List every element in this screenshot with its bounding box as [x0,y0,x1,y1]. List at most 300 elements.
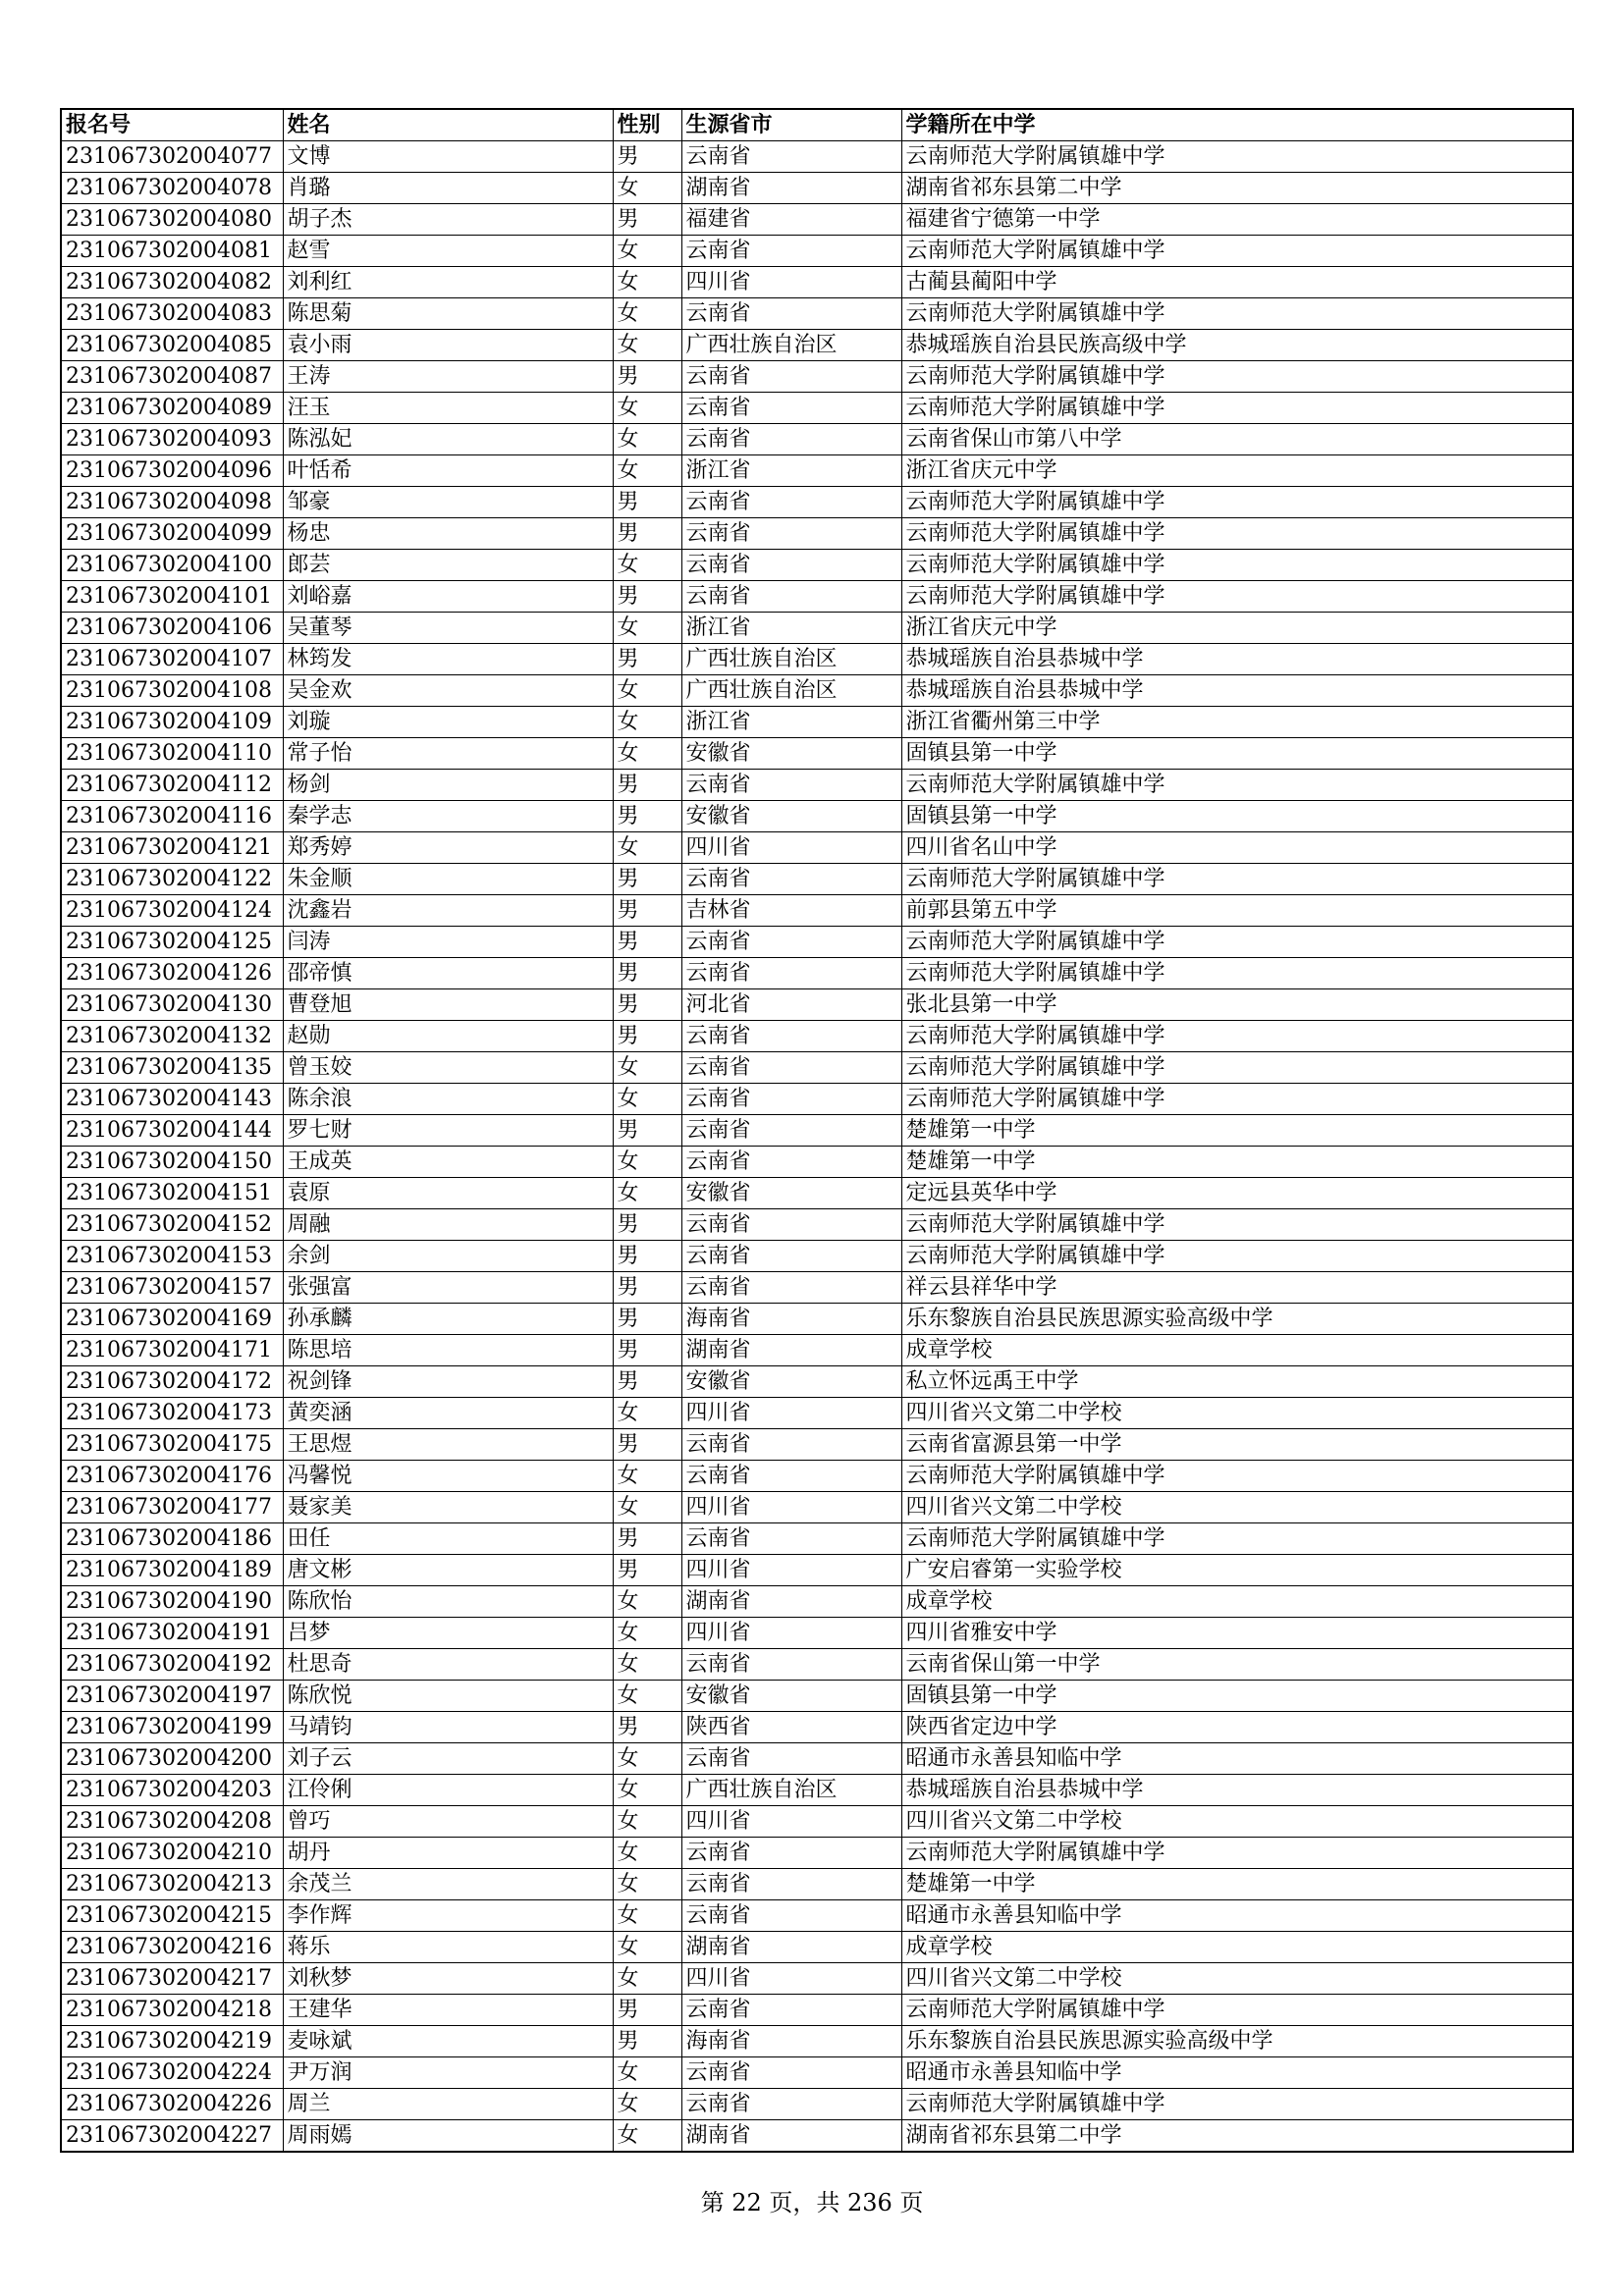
registration-number-cell: 231067302004135 [61,1052,283,1084]
name-cell: 黄奕涵 [283,1398,613,1429]
table-row [61,1398,1573,1429]
name-cell: 陈思菊 [283,298,613,330]
table-row [61,581,1573,613]
table-row [61,1681,1573,1712]
registration-number-cell: 231067302004176 [61,1461,283,1492]
registration-number-cell: 231067302004126 [61,958,283,989]
gender-cell: 男 [613,927,681,958]
registration-number-cell: 231067302004153 [61,1241,283,1272]
province-cell: 四川省 [681,832,901,864]
registration-number-cell: 231067302004210 [61,1838,283,1869]
name-cell: 唐文彬 [283,1555,613,1586]
registration-number-cell: 231067302004096 [61,455,283,487]
registration-number-cell: 231067302004157 [61,1272,283,1304]
table-row [61,424,1573,455]
school-cell: 浙江省庆元中学 [901,613,1573,644]
gender-cell: 女 [613,1586,681,1618]
gender-cell: 男 [613,1241,681,1272]
registration-number-cell: 231067302004099 [61,518,283,550]
school-cell: 四川省兴文第二中学校 [901,1398,1573,1429]
gender-cell: 女 [613,1649,681,1681]
name-cell: 江伶俐 [283,1775,613,1806]
table-row [61,1932,1573,1963]
registration-number-cell: 231067302004081 [61,236,283,267]
province-cell: 云南省 [681,1523,901,1555]
province-cell: 云南省 [681,361,901,393]
table-row [61,2026,1573,2057]
table-row [61,1052,1573,1084]
registration-number-cell: 231067302004152 [61,1209,283,1241]
province-cell: 四川省 [681,1398,901,1429]
registration-number-cell: 231067302004215 [61,1900,283,1932]
name-cell: 陈欣悦 [283,1681,613,1712]
gender-cell: 男 [613,644,681,675]
school-cell: 云南省保山第一中学 [901,1649,1573,1681]
gender-cell: 男 [613,1366,681,1398]
name-cell: 林筠发 [283,644,613,675]
registration-number-cell: 231067302004227 [61,2120,283,2153]
name-cell: 肖璐 [283,173,613,204]
gender-cell: 女 [613,1084,681,1115]
school-cell: 恭城瑶族自治县恭城中学 [901,644,1573,675]
school-cell: 湖南省祁东县第二中学 [901,2120,1573,2153]
registration-number-cell: 231067302004106 [61,613,283,644]
school-cell: 祥云县祥华中学 [901,1272,1573,1304]
province-cell: 河北省 [681,989,901,1021]
province-cell: 湖南省 [681,1586,901,1618]
gender-cell: 女 [613,455,681,487]
province-cell: 四川省 [681,1555,901,1586]
school-cell: 恭城瑶族自治县恭城中学 [901,1775,1573,1806]
gender-cell: 男 [613,864,681,895]
table-row [61,267,1573,298]
school-cell: 成章学校 [901,1335,1573,1366]
name-cell: 胡丹 [283,1838,613,1869]
table-row [61,1649,1573,1681]
registration-number-cell: 231067302004121 [61,832,283,864]
province-cell: 安徽省 [681,738,901,770]
gender-cell: 女 [613,1492,681,1523]
province-cell: 安徽省 [681,1681,901,1712]
registration-number-cell: 231067302004203 [61,1775,283,1806]
gender-cell: 男 [613,1021,681,1052]
name-cell: 刘子云 [283,1743,613,1775]
school-cell: 陕西省定边中学 [901,1712,1573,1743]
registration-number-cell: 231067302004177 [61,1492,283,1523]
province-cell: 浙江省 [681,707,901,738]
school-cell: 乐东黎族自治县民族思源实验高级中学 [901,1304,1573,1335]
registration-number-cell: 231067302004172 [61,1366,283,1398]
gender-cell: 女 [613,2089,681,2120]
province-cell: 广西壮族自治区 [681,1775,901,1806]
school-cell: 浙江省衢州第三中学 [901,707,1573,738]
gender-cell: 女 [613,393,681,424]
gender-cell: 男 [613,361,681,393]
province-cell: 云南省 [681,141,901,173]
gender-cell: 男 [613,1429,681,1461]
province-cell: 云南省 [681,1461,901,1492]
name-cell: 刘秋梦 [283,1963,613,1995]
province-cell: 安徽省 [681,1178,901,1209]
registration-number-cell: 231067302004080 [61,204,283,236]
name-cell: 袁小雨 [283,330,613,361]
school-cell: 云南师范大学附属镇雄中学 [901,550,1573,581]
province-cell: 云南省 [681,1115,901,1147]
school-cell: 福建省宁德第一中学 [901,204,1573,236]
table-row [61,1492,1573,1523]
name-cell: 陈思培 [283,1335,613,1366]
name-cell: 聂家美 [283,1492,613,1523]
table-row [61,1712,1573,1743]
header-registration-number: 报名号 [61,109,283,141]
gender-cell: 男 [613,2026,681,2057]
registration-number-cell: 231067302004101 [61,581,283,613]
name-cell: 曾玉姣 [283,1052,613,1084]
name-cell: 郎芸 [283,550,613,581]
gender-cell: 女 [613,1900,681,1932]
table-row [61,1838,1573,1869]
student-list-table [60,108,1574,2153]
table-row [61,1209,1573,1241]
registration-number-cell: 231067302004218 [61,1995,283,2026]
province-cell: 云南省 [681,927,901,958]
gender-cell: 女 [613,1052,681,1084]
name-cell: 蒋乐 [283,1932,613,1963]
province-cell: 云南省 [681,2089,901,2120]
school-cell: 四川省兴文第二中学校 [901,1963,1573,1995]
name-cell: 陈泓妃 [283,424,613,455]
registration-number-cell: 231067302004082 [61,267,283,298]
province-cell: 云南省 [681,1209,901,1241]
table-row [61,832,1573,864]
gender-cell: 女 [613,707,681,738]
table-row [61,518,1573,550]
gender-cell: 男 [613,581,681,613]
gender-cell: 男 [613,518,681,550]
gender-cell: 男 [613,958,681,989]
province-cell: 云南省 [681,581,901,613]
province-cell: 云南省 [681,1021,901,1052]
table-row [61,927,1573,958]
gender-cell: 女 [613,2057,681,2089]
header-school: 学籍所在中学 [901,109,1573,141]
name-cell: 周融 [283,1209,613,1241]
registration-number-cell: 231067302004116 [61,801,283,832]
registration-number-cell: 231067302004098 [61,487,283,518]
header-name: 姓名 [283,109,613,141]
school-cell: 楚雄第一中学 [901,1869,1573,1900]
registration-number-cell: 231067302004189 [61,1555,283,1586]
province-cell: 广西壮族自治区 [681,644,901,675]
registration-number-cell: 231067302004107 [61,644,283,675]
province-cell: 云南省 [681,1995,901,2026]
gender-cell: 女 [613,1618,681,1649]
school-cell: 云南师范大学附属镇雄中学 [901,1052,1573,1084]
province-cell: 安徽省 [681,1366,901,1398]
province-cell: 四川省 [681,1618,901,1649]
table-row [61,1995,1573,2026]
name-cell: 杨忠 [283,518,613,550]
table-row [61,204,1573,236]
gender-cell: 男 [613,141,681,173]
province-cell: 云南省 [681,1649,901,1681]
registration-number-cell: 231067302004124 [61,895,283,927]
registration-number-cell: 231067302004224 [61,2057,283,2089]
province-cell: 云南省 [681,1900,901,1932]
name-cell: 王成英 [283,1147,613,1178]
table-row [61,1115,1573,1147]
table-row [61,1461,1573,1492]
province-cell: 云南省 [681,1147,901,1178]
school-cell: 张北县第一中学 [901,989,1573,1021]
school-cell: 浙江省庆元中学 [901,455,1573,487]
gender-cell: 男 [613,1335,681,1366]
table-header-row [61,109,1573,141]
province-cell: 福建省 [681,204,901,236]
table-row [61,1304,1573,1335]
province-cell: 云南省 [681,1241,901,1272]
table-row [61,330,1573,361]
table-row [61,1586,1573,1618]
table-row [61,1743,1573,1775]
header-province: 生源省市 [681,109,901,141]
registration-number-cell: 231067302004144 [61,1115,283,1147]
table-row [61,2089,1573,2120]
province-cell: 云南省 [681,1869,901,1900]
gender-cell: 女 [613,1932,681,1963]
name-cell: 赵雪 [283,236,613,267]
gender-cell: 女 [613,1963,681,1995]
name-cell: 周雨嫣 [283,2120,613,2153]
name-cell: 王建华 [283,1995,613,2026]
table-row [61,989,1573,1021]
school-cell: 楚雄第一中学 [901,1115,1573,1147]
province-cell: 四川省 [681,1806,901,1838]
name-cell: 田任 [283,1523,613,1555]
gender-cell: 女 [613,1147,681,1178]
school-cell: 昭通市永善县知临中学 [901,2057,1573,2089]
gender-cell: 女 [613,298,681,330]
province-cell: 云南省 [681,770,901,801]
province-cell: 云南省 [681,1743,901,1775]
name-cell: 闫涛 [283,927,613,958]
name-cell: 陈余浪 [283,1084,613,1115]
registration-number-cell: 231067302004186 [61,1523,283,1555]
name-cell: 余茂兰 [283,1869,613,1900]
province-cell: 云南省 [681,518,901,550]
name-cell: 邵帝慎 [283,958,613,989]
gender-cell: 女 [613,1838,681,1869]
school-cell: 云南师范大学附属镇雄中学 [901,864,1573,895]
page-footer: 第 22 页，共 236 页 [700,2189,924,2216]
province-cell: 云南省 [681,1429,901,1461]
gender-cell: 女 [613,267,681,298]
school-cell: 昭通市永善县知临中学 [901,1743,1573,1775]
gender-cell: 男 [613,204,681,236]
table-row [61,675,1573,707]
school-cell: 楚雄第一中学 [901,1147,1573,1178]
school-cell: 云南师范大学附属镇雄中学 [901,141,1573,173]
province-cell: 广西壮族自治区 [681,330,901,361]
school-cell: 云南省富源县第一中学 [901,1429,1573,1461]
name-cell: 陈欣怡 [283,1586,613,1618]
registration-number-cell: 231067302004110 [61,738,283,770]
gender-cell: 女 [613,832,681,864]
name-cell: 曹登旭 [283,989,613,1021]
gender-cell: 男 [613,1995,681,2026]
name-cell: 冯馨悦 [283,1461,613,1492]
gender-cell: 男 [613,1304,681,1335]
name-cell: 胡子杰 [283,204,613,236]
table-row [61,770,1573,801]
name-cell: 邹豪 [283,487,613,518]
gender-cell: 女 [613,738,681,770]
gender-cell: 女 [613,1869,681,1900]
gender-cell: 女 [613,236,681,267]
gender-cell: 女 [613,1461,681,1492]
province-cell: 湖南省 [681,1335,901,1366]
table-row [61,864,1573,895]
province-cell: 云南省 [681,1084,901,1115]
school-cell: 云南师范大学附属镇雄中学 [901,581,1573,613]
province-cell: 浙江省 [681,455,901,487]
school-cell: 云南师范大学附属镇雄中学 [901,393,1573,424]
registration-number-cell: 231067302004132 [61,1021,283,1052]
school-cell: 固镇县第一中学 [901,801,1573,832]
name-cell: 朱金顺 [283,864,613,895]
name-cell: 汪玉 [283,393,613,424]
name-cell: 叶恬希 [283,455,613,487]
name-cell: 刘利红 [283,267,613,298]
registration-number-cell: 231067302004173 [61,1398,283,1429]
province-cell: 云南省 [681,236,901,267]
registration-number-cell: 231067302004192 [61,1649,283,1681]
registration-number-cell: 231067302004077 [61,141,283,173]
school-cell: 四川省名山中学 [901,832,1573,864]
table-row [61,1963,1573,1995]
school-cell: 云南师范大学附属镇雄中学 [901,1838,1573,1869]
province-cell: 湖南省 [681,1932,901,1963]
name-cell: 孙承麟 [283,1304,613,1335]
table-row [61,1084,1573,1115]
registration-number-cell: 231067302004169 [61,1304,283,1335]
table-row [61,1147,1573,1178]
school-cell: 湖南省祁东县第二中学 [901,173,1573,204]
name-cell: 王思煜 [283,1429,613,1461]
registration-number-cell: 231067302004217 [61,1963,283,1995]
name-cell: 张强富 [283,1272,613,1304]
school-cell: 云南师范大学附属镇雄中学 [901,1461,1573,1492]
table-row [61,487,1573,518]
table-row [61,613,1573,644]
school-cell: 云南师范大学附属镇雄中学 [901,298,1573,330]
registration-number-cell: 231067302004078 [61,173,283,204]
name-cell: 吴金欢 [283,675,613,707]
gender-cell: 男 [613,895,681,927]
province-cell: 云南省 [681,1272,901,1304]
province-cell: 云南省 [681,424,901,455]
registration-number-cell: 231067302004112 [61,770,283,801]
gender-cell: 女 [613,1806,681,1838]
province-cell: 云南省 [681,487,901,518]
province-cell: 云南省 [681,1838,901,1869]
registration-number-cell: 231067302004171 [61,1335,283,1366]
school-cell: 云南师范大学附属镇雄中学 [901,1209,1573,1241]
name-cell: 祝剑锋 [283,1366,613,1398]
registration-number-cell: 231067302004089 [61,393,283,424]
province-cell: 云南省 [681,864,901,895]
gender-cell: 男 [613,1272,681,1304]
registration-number-cell: 231067302004197 [61,1681,283,1712]
gender-cell: 女 [613,550,681,581]
registration-number-cell: 231067302004093 [61,424,283,455]
school-cell: 云南师范大学附属镇雄中学 [901,361,1573,393]
province-cell: 海南省 [681,2026,901,2057]
table-row [61,895,1573,927]
school-cell: 云南师范大学附属镇雄中学 [901,770,1573,801]
name-cell: 杨剑 [283,770,613,801]
table-row [61,2120,1573,2153]
province-cell: 云南省 [681,393,901,424]
name-cell: 麦咏斌 [283,2026,613,2057]
name-cell: 马靖钧 [283,1712,613,1743]
name-cell: 秦学志 [283,801,613,832]
province-cell: 云南省 [681,298,901,330]
school-cell: 云南师范大学附属镇雄中学 [901,1084,1573,1115]
table-row [61,1806,1573,1838]
school-cell: 固镇县第一中学 [901,738,1573,770]
table-row [61,738,1573,770]
table-row [61,1178,1573,1209]
table-row [61,2057,1573,2089]
table-row [61,1241,1573,1272]
province-cell: 陕西省 [681,1712,901,1743]
gender-cell: 男 [613,1712,681,1743]
school-cell: 定远县英华中学 [901,1178,1573,1209]
registration-number-cell: 231067302004125 [61,927,283,958]
name-cell: 罗七财 [283,1115,613,1147]
name-cell: 李作辉 [283,1900,613,1932]
province-cell: 云南省 [681,958,901,989]
registration-number-cell: 231067302004087 [61,361,283,393]
table-row [61,141,1573,173]
gender-cell: 女 [613,613,681,644]
registration-number-cell: 231067302004191 [61,1618,283,1649]
school-cell: 昭通市永善县知临中学 [901,1900,1573,1932]
registration-number-cell: 231067302004100 [61,550,283,581]
province-cell: 四川省 [681,1963,901,1995]
table-row [61,1021,1573,1052]
gender-cell: 男 [613,487,681,518]
gender-cell: 男 [613,1115,681,1147]
table-row [61,1366,1573,1398]
province-cell: 广西壮族自治区 [681,675,901,707]
province-cell: 海南省 [681,1304,901,1335]
school-cell: 成章学校 [901,1586,1573,1618]
name-cell: 周兰 [283,2089,613,2120]
school-cell: 云南师范大学附属镇雄中学 [901,1021,1573,1052]
school-cell: 云南师范大学附属镇雄中学 [901,487,1573,518]
school-cell: 私立怀远禹王中学 [901,1366,1573,1398]
province-cell: 湖南省 [681,173,901,204]
province-cell: 安徽省 [681,801,901,832]
header-gender: 性别 [613,109,681,141]
registration-number-cell: 231067302004190 [61,1586,283,1618]
registration-number-cell: 231067302004200 [61,1743,283,1775]
gender-cell: 女 [613,1743,681,1775]
province-cell: 吉林省 [681,895,901,927]
school-cell: 古蔺县蔺阳中学 [901,267,1573,298]
